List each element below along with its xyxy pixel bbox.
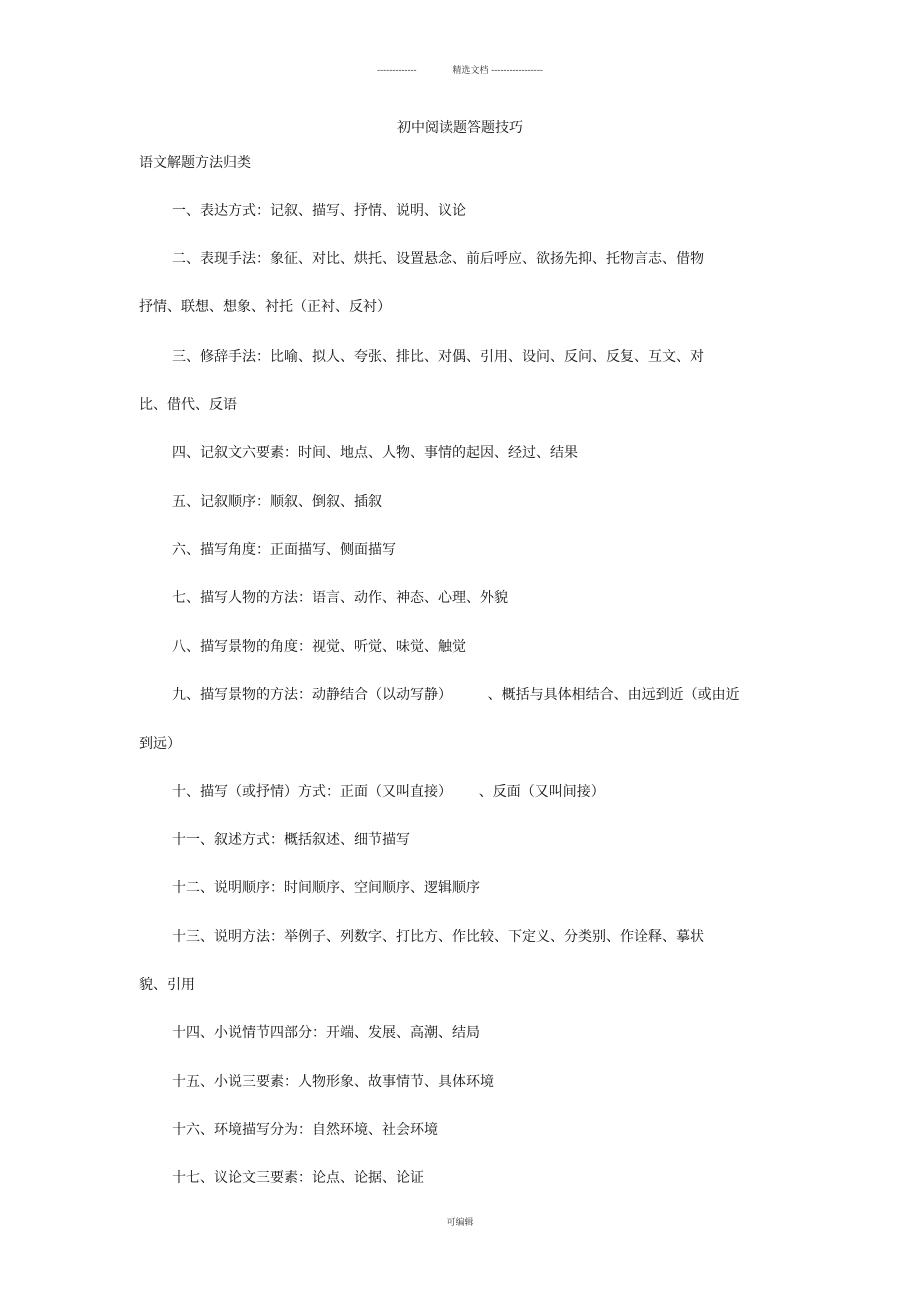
- body-line: 到远）: [139, 736, 181, 752]
- body-line: 十三、说明方法：举例子、列数字、打比方、作比较、下定义、分类别、作诠释、摹状: [172, 929, 704, 945]
- body-line: 一、表达方式：记叙、描写、抒情、说明、议论: [172, 203, 466, 219]
- section-heading: 语文解题方法归类: [139, 155, 251, 171]
- body-line: 十一、叙述方式：概括叙述、细节描写: [172, 832, 410, 848]
- body-line: 十六、环境描写分为：自然环境、社会环境: [172, 1122, 438, 1138]
- body-line: 七、描写人物的方法：语言、动作、神态、心理、外貌: [172, 590, 508, 606]
- body-line: 十、描写（或抒情）方式：正面（又叫直接） 、反面（又叫间接）: [172, 784, 605, 800]
- body-line: 抒情、联想、想象、衬托（正衬、反衬）: [139, 299, 391, 315]
- body-line: 三、修辞手法：比喻、拟人、夸张、排比、对偶、引用、设问、反问、反复、互文、对: [172, 349, 704, 365]
- body-line: 十五、小说三要素：人物形象、故事情节、具体环境: [172, 1074, 494, 1090]
- body-line: 貌、引用: [139, 977, 195, 993]
- body-line: 五、记叙顺序：顺叙、倒叙、插叙: [172, 494, 382, 510]
- body-line: 十二、说明顺序：时间顺序、空间顺序、逻辑顺序: [172, 880, 480, 896]
- body-line: 比、借代、反语: [139, 397, 237, 413]
- header-text: 精选文档 -----------------: [452, 66, 543, 76]
- body-line: 四、记叙文六要素：时间、地点、人物、事情的起因、经过、结果: [172, 445, 578, 461]
- page-footer: 可编辑: [446, 1218, 474, 1228]
- document-title: 初中阅读题答题技巧: [397, 120, 523, 136]
- body-line: 十七、议论文三要素：论点、论据、论证: [172, 1170, 424, 1186]
- body-line: 六、描写角度：正面描写、侧面描写: [172, 542, 396, 558]
- body-line: 八、描写景物的角度：视觉、听觉、味觉、触觉: [172, 639, 466, 655]
- body-line: 二、表现手法：象征、对比、烘托、设置悬念、前后呼应、欲扬先抑、托物言志、借物: [172, 251, 704, 267]
- body-line: 十四、小说情节四部分：开端、发展、高潮、结局: [172, 1025, 480, 1041]
- body-line: 九、描写景物的方法：动静结合（以动写静） 、概括与具体相结合、由远到近（或由近: [172, 687, 740, 703]
- page-header: [0, 63, 920, 76]
- header-dashes: -------------: [377, 66, 417, 76]
